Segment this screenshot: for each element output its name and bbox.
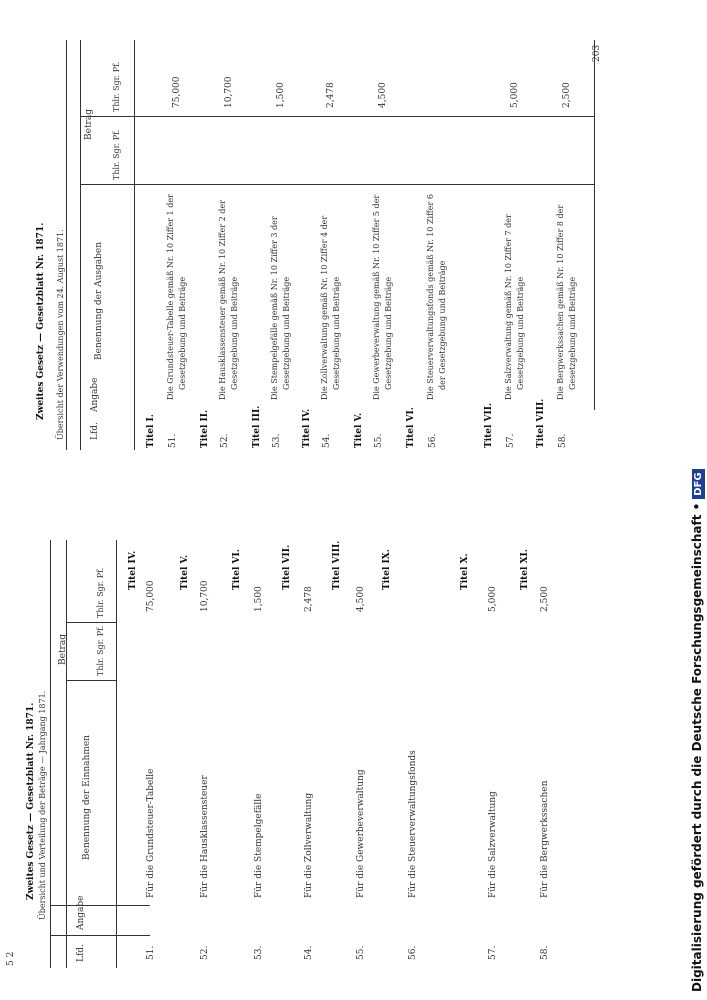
row-titel: Titel V. xyxy=(180,554,190,590)
row-titel: Titel X. xyxy=(460,553,470,590)
row-number: 58. xyxy=(540,945,550,960)
row-text: Für die Hausklassensteuer xyxy=(200,775,210,898)
left-col-group: Betrag xyxy=(58,634,68,665)
row-text: Für die Zollverwaltung xyxy=(304,792,314,898)
right-col-divider-desc xyxy=(80,184,594,185)
section-amount: 2,478 xyxy=(326,82,336,108)
right-col-sub1: Thlr. Sgr. Pf. xyxy=(112,129,121,180)
right-subheader: Übersicht der Verwendungen vom 24. August 1871. xyxy=(56,229,65,440)
section-line1: Die Bergwerkssachen gemäß Nr. 10 Ziffer 8 der xyxy=(556,204,565,400)
dfg-credit xyxy=(690,472,705,992)
section-line2: der Gesetzgebung und Beiträge xyxy=(438,260,447,390)
right-col-no2: Angabe xyxy=(90,377,100,412)
section-line1: Die Grundsteuer-Tabelle gemäß Nr. 10 Ziffer 1 der xyxy=(166,194,175,400)
left-col-sub2: Thlr. Sgr. Pf. xyxy=(96,567,105,618)
section-number: 52. xyxy=(220,433,230,448)
section-label: Titel VIII. xyxy=(536,398,546,448)
row-text: Für die Steuerverwaltungsfonds xyxy=(408,750,418,898)
section-number: 54. xyxy=(322,433,332,448)
section-amount: 4,500 xyxy=(378,82,388,108)
right-col-sub2: Thlr. Sgr. Pf. xyxy=(112,61,121,112)
right-table-border-top xyxy=(66,40,67,450)
section-line2: Gesetzgebung und Beiträge xyxy=(384,276,393,390)
section-line1: Die Salzverwaltung gemäß Nr. 10 Ziffer 7 der xyxy=(504,214,513,400)
row-text: Für die Grundsteuer-Tabelle xyxy=(146,768,156,898)
left-col-divider-1 xyxy=(50,905,150,906)
left-col-sub1: Thlr. Sgr. Pf. xyxy=(96,625,105,676)
right-col-group: Betrag xyxy=(84,109,94,140)
section-number: 56. xyxy=(428,433,438,448)
section-number: 53. xyxy=(272,433,282,448)
row-text: Für die Salzverwaltung xyxy=(488,791,498,898)
row-amount: 10,700 xyxy=(200,580,210,612)
page-number-right: 203 xyxy=(592,44,602,62)
section-label: Titel II. xyxy=(200,409,210,448)
left-header: Zweites Gesetz — Gesetzblatt Nr. 1871. xyxy=(26,702,36,900)
row-titel: Titel IV. xyxy=(128,550,138,590)
right-table-border-bottom xyxy=(594,40,595,410)
section-label: Titel V. xyxy=(354,412,364,448)
row-number: 53. xyxy=(254,945,264,960)
dfg-logo: DFG xyxy=(692,469,705,498)
row-text: Für die Gewerbeverwaltung xyxy=(356,769,366,898)
section-amount: 1,500 xyxy=(276,82,286,108)
row-number: 56. xyxy=(408,945,418,960)
left-col-nr: Lfd. xyxy=(76,944,86,962)
section-label: Titel IV. xyxy=(302,408,312,448)
section-line2: Gesetzgebung und Beiträge xyxy=(332,276,341,390)
row-amount: 4,500 xyxy=(356,586,366,612)
row-text: Für die Bergwerkssachen xyxy=(540,780,550,898)
right-col-desc: Benennung der Ausgaben xyxy=(94,241,104,360)
left-col-divider-2 xyxy=(50,935,150,936)
section-line1: Die Gewerbeverwaltung gemäß Nr. 10 Ziffer 5 der xyxy=(372,194,381,400)
left-col-divider-4 xyxy=(66,622,116,623)
section-line1: Die Steuerverwaltungsfonds gemäß Nr. 10 Ziffer 6 xyxy=(426,194,435,400)
row-amount: 75,000 xyxy=(146,580,156,612)
section-line1: Die Hausklassensteuer gemäß Nr. 10 Ziffer 2 der xyxy=(218,200,227,400)
row-amount: 2,500 xyxy=(540,586,550,612)
row-number: 51. xyxy=(146,945,156,960)
row-titel: Titel IX. xyxy=(382,549,392,590)
section-line2: Gesetzgebung und Beiträge xyxy=(516,276,525,390)
row-amount: 2,478 xyxy=(304,586,314,612)
section-line2: Gesetzgebung und Beiträge xyxy=(178,276,187,390)
section-number: 57. xyxy=(506,433,516,448)
row-text: Für die Stempelgefälle xyxy=(254,793,264,898)
row-number: 55. xyxy=(356,945,366,960)
row-number: 52. xyxy=(200,945,210,960)
section-amount: 5,000 xyxy=(510,82,520,108)
row-titel: Titel VII. xyxy=(282,544,292,590)
dfg-credit-text: Digitalisierung gefördert durch die Deutsche Forschungsgemeinschaft • xyxy=(690,502,704,992)
right-table-header-rule-2 xyxy=(134,40,135,450)
section-label: Titel VI. xyxy=(406,407,416,448)
section-line1: Die Stempelgefälle gemäß Nr. 10 Ziffer 3 der xyxy=(270,216,279,400)
section-amount: 10,700 xyxy=(224,76,234,108)
row-amount: 5,000 xyxy=(488,586,498,612)
section-label: Titel VII. xyxy=(484,402,494,448)
section-number: 55. xyxy=(374,433,384,448)
row-titel: Titel XI. xyxy=(520,549,530,590)
row-number: 54. xyxy=(304,945,314,960)
section-amount: 75,000 xyxy=(172,76,182,108)
row-titel: Titel VIII. xyxy=(332,540,342,590)
left-col-divider-3 xyxy=(66,680,116,681)
section-line1: Die Zollverwaltung gemäß Nr. 10 Ziffer 4 der xyxy=(320,215,329,400)
section-number: 51. xyxy=(168,433,178,448)
right-header: Zweites Gesetz — Gesetzblatt Nr. 1871. xyxy=(36,222,46,420)
section-label: Titel I. xyxy=(146,414,156,448)
left-table-border-top xyxy=(50,540,51,968)
row-amount: 1,500 xyxy=(254,586,264,612)
row-number: 57. xyxy=(488,945,498,960)
page-number-left: 5 2 xyxy=(6,951,16,966)
section-line2: Gesetzgebung und Beiträge xyxy=(568,276,577,390)
right-table-header-rule xyxy=(80,40,81,450)
section-amount: 2,500 xyxy=(562,82,572,108)
right-col-divider-amount xyxy=(80,116,594,117)
section-number: 58. xyxy=(558,433,568,448)
left-subheader: Übersicht und Verteilung der Beträge — Jahrgang 1871. xyxy=(38,690,47,920)
section-line2: Gesetzgebung und Beiträge xyxy=(282,276,291,390)
section-line2: Gesetzgebung und Beiträge xyxy=(230,276,239,390)
left-col-no2: Angabe xyxy=(76,895,86,930)
section-label: Titel III. xyxy=(252,405,262,448)
left-col-desc: Benennung der Einnahmen xyxy=(82,735,92,860)
left-table-header-rule-2 xyxy=(116,540,117,968)
left-table-header-rule xyxy=(66,540,67,968)
row-titel: Titel VI. xyxy=(232,549,242,590)
right-col-nr: Lfd. xyxy=(90,422,100,440)
